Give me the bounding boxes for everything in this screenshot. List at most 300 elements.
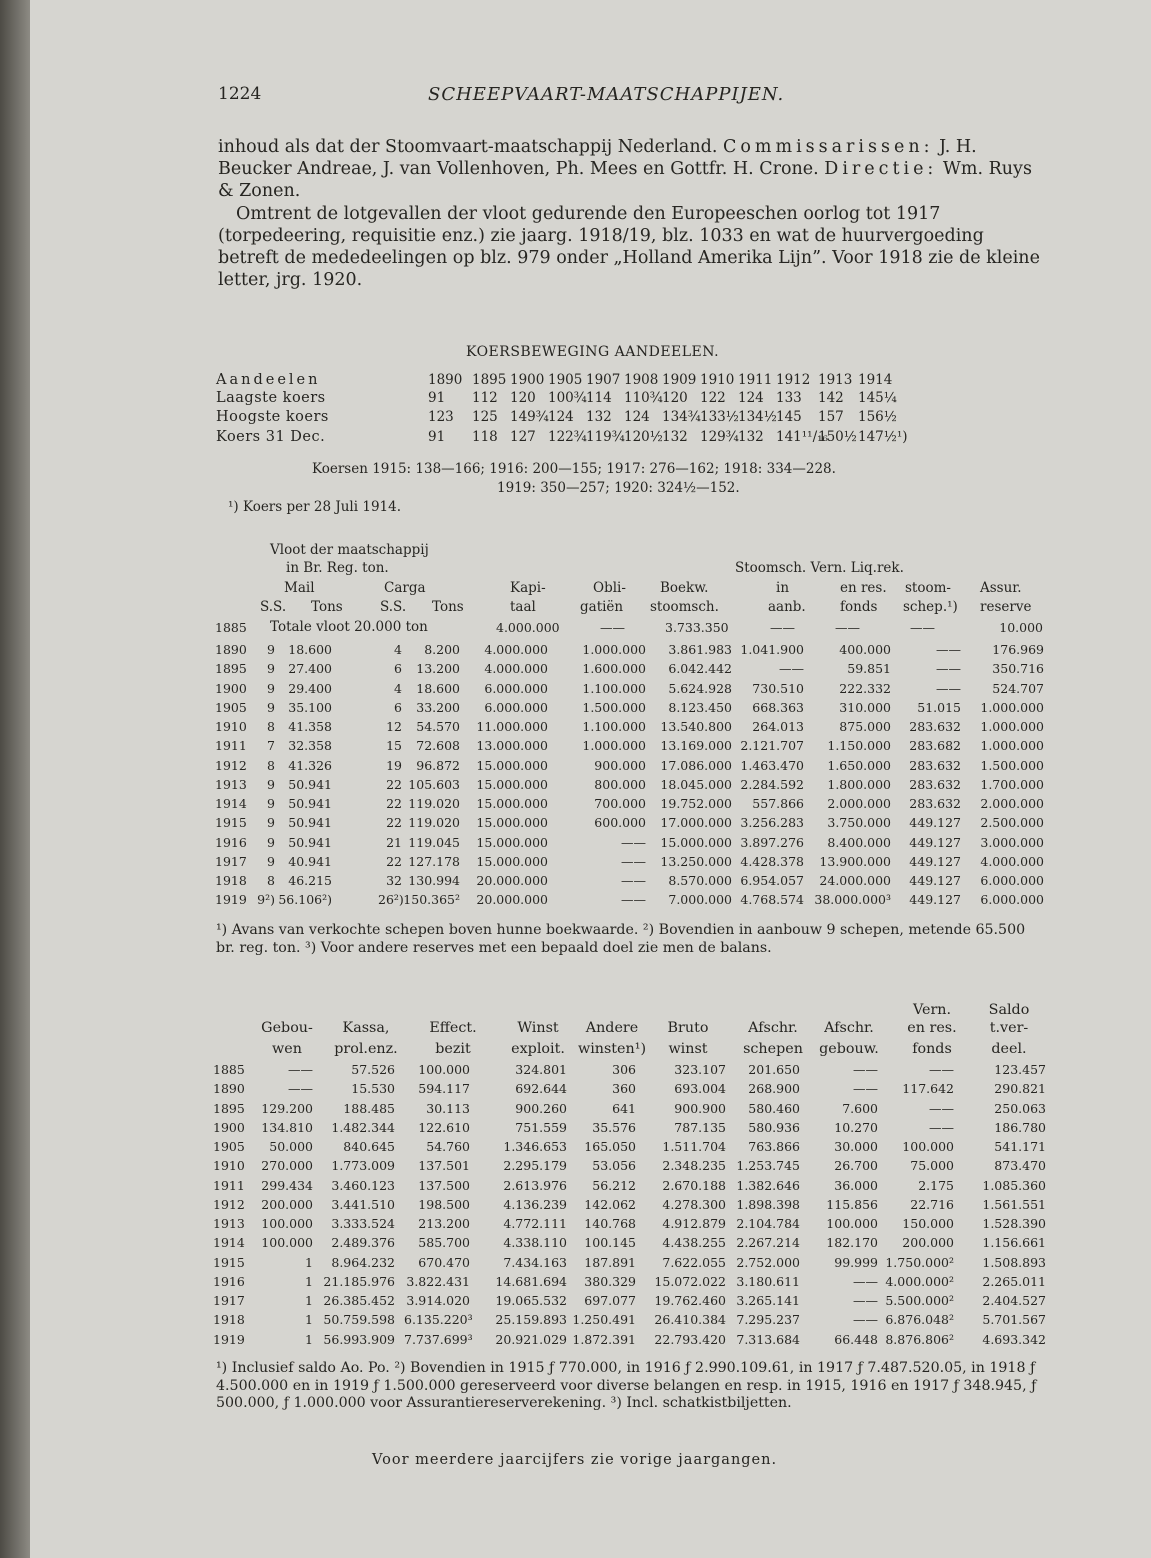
vloot-cell-liq-rek: 449.127: [909, 892, 961, 908]
vloot-cell-obligatien: ——: [621, 834, 646, 850]
balans-cell-kassa: 26.385.452: [323, 1293, 395, 1308]
balans-cell-afschr-schepen: 1.382.646: [736, 1177, 800, 1193]
vloot-cell-tons-carga: 130.994: [408, 873, 460, 888]
balans-cell-afschr-gebouw: 66.448: [834, 1331, 878, 1347]
balans-cell-afschr-gebouw: 100.000: [826, 1216, 878, 1231]
balans-cell-andere-winsten: 187.891: [584, 1254, 636, 1270]
koers-cell: 91: [428, 390, 446, 406]
vloot-cell-year: 1915: [215, 815, 247, 831]
vloot-cell-ss-carga: 4: [394, 642, 402, 657]
vloot-cell-kapitaal: 4.000.000: [484, 661, 548, 677]
vloot-cell-tons-mail: 18.600: [288, 642, 332, 657]
vloot-cell-assur-reserve: 2.500.000: [980, 815, 1044, 831]
vloot-cell-tons-carga: 8.200: [424, 642, 460, 657]
vloot-cell-tons-carga: 54.570: [416, 719, 460, 734]
balans-cell-winst-exploit: 20.921.029: [495, 1331, 567, 1347]
vloot-cell-vern-fonds: 310.000: [839, 699, 891, 715]
balans-cell-bruto-winst: 22.793.420: [654, 1331, 726, 1347]
intro-p1-b: J. H. Beucker Andreae, J. van Vollenhoven, Ph. Mees en Gottfr. H. Crone.: [218, 137, 977, 180]
balans-cell-effecten: 122.610: [418, 1119, 470, 1135]
balans-cell-winst-exploit: 19.065.532: [495, 1293, 567, 1308]
balans-header-text: fonds: [912, 1041, 952, 1057]
balans-cell-kassa: 56.993.909: [323, 1331, 395, 1347]
balans-cell-winst-exploit: 4.136.239: [503, 1196, 567, 1212]
balans-cell-afschr-schepen: 7.313.684: [736, 1331, 800, 1347]
vloot-cell-assur-reserve: 1.500.000: [980, 757, 1044, 773]
vloot-cell-assur-reserve: 6.000.000: [980, 873, 1044, 888]
vloot-cell-ss-mail: 8: [267, 757, 275, 773]
balans-header-text: winsten¹): [577, 1041, 647, 1057]
koers-row-label: Koers 31 Dec.: [216, 429, 326, 445]
vloot-cell-tons-carga: 96.872: [416, 757, 460, 773]
vloot-cell-year: 1914: [215, 796, 247, 811]
vloot-cell-obligatien: 1.100.000: [582, 719, 646, 734]
balans-cell-effecten: 585.700: [418, 1235, 470, 1251]
vloot-cell-year: 1916: [215, 834, 247, 850]
vloot-cell-boekwaarde: 8.570.000: [668, 873, 732, 888]
vloot-cell-obligatien: ——: [621, 892, 646, 908]
vloot-cell-year: 1905: [215, 699, 247, 715]
vloot-cell-obligatien: ——: [621, 873, 646, 888]
vloot-cell-boekwaarde: 3.861.983: [668, 642, 732, 657]
balans-cell-year: 1910: [213, 1158, 245, 1174]
koers-cell: 1913: [818, 372, 853, 388]
vloot-cell-boekwaarde: 17.000.000: [660, 815, 732, 831]
vloot-cell-year: 1913: [215, 776, 247, 792]
vloot-cell-ss-mail: 9: [267, 642, 275, 657]
vloot-cell-obligatien: 600.000: [594, 815, 646, 831]
balans-cell-kassa: 1.482.344: [331, 1119, 395, 1135]
balans-cell-afschr-schepen: 7.295.237: [736, 1312, 800, 1328]
koers-cell: 100¾: [548, 390, 587, 406]
balans-cell-winst-exploit: 4.772.111: [503, 1216, 567, 1231]
koers-cell: 145¼: [858, 390, 897, 406]
vloot-1885-text: Totale vloot 20.000 ton: [270, 619, 428, 635]
vloot-cell-vern-fonds: 1.800.000: [827, 776, 891, 792]
vloot-cell-liq-rek: 51.015: [917, 699, 961, 715]
vloot-cell-ss-mail: 9²): [257, 892, 275, 908]
vloot-cell-in-aanbouw: 557.866: [752, 796, 804, 811]
balans-cell-winst-exploit: 25.159.893: [495, 1312, 567, 1328]
vloot-1885-fonds-dash: ——: [835, 620, 860, 635]
vloot-cell-liq-rek: 449.127: [909, 853, 961, 869]
balans-cell-saldo: 250.063: [994, 1100, 1046, 1116]
balans-cell-vern-fonds: ——: [929, 1100, 954, 1116]
koers-cell: 127: [510, 429, 536, 445]
balans-cell-kassa: 188.485: [343, 1100, 395, 1116]
vloot-cell-tons-mail: 40.941: [288, 853, 332, 869]
balans-header-text: schepen: [743, 1041, 803, 1057]
vloot-cell-in-aanbouw: 264.013: [752, 719, 804, 734]
balans-cell-gebouwen: 200.000: [261, 1196, 313, 1212]
vloot-1885-kapitaal: 4.000.000: [496, 620, 560, 635]
balans-cell-gebouwen: 1: [305, 1254, 313, 1270]
vloot-cell-vern-fonds: 3.750.000: [827, 815, 891, 831]
balans-header-text: deel.: [991, 1041, 1027, 1057]
balans-header-text: t.ver-: [989, 1020, 1029, 1036]
vloot-cell-assur-reserve: 4.000.000: [980, 853, 1044, 869]
koers-cell: 1914: [858, 372, 893, 388]
vloot-cell-tons-mail: 50.941: [288, 815, 332, 831]
vloot-header-boekw: Boekw.: [660, 580, 709, 596]
koers-cell: 150½: [818, 429, 857, 445]
koers-row-label: Laagste koers: [216, 390, 326, 406]
balans-footnote: ¹) Inclusief saldo Ao. Po. ²) Bovendien in 1915 ƒ 770.000, in 1916 ƒ 2.990.109.61, in 1917 ƒ 7.487.520.05, in 1918 ƒ 4.500.000 en in 1919 ƒ 1.500.000 gereserveerd voor diverse belangen en resp. in 1915, 1916 en 1917 ƒ 348.945, ƒ 500.000, ƒ 1.000.000 voor Assurantiereserverekening. ³) Incl. schatkistbiljetten.: [216, 1360, 1037, 1411]
vloot-cell-liq-rek: 283.682: [909, 738, 961, 754]
vloot-cell-kapitaal: 15.000.000: [476, 776, 548, 792]
intro-text: [218, 136, 1046, 291]
vloot-cell-boekwaarde: 6.042.442: [668, 661, 732, 677]
balans-cell-winst-exploit: 1.346.653: [503, 1139, 567, 1154]
balans-cell-afschr-gebouw: ——: [853, 1273, 878, 1289]
balans-cell-vern-fonds: ——: [929, 1119, 954, 1135]
balans-cell-gebouwen: 134.810: [261, 1119, 313, 1135]
vloot-cell-ss-carga: 19: [386, 757, 402, 773]
vloot-cell-assur-reserve: 176.969: [992, 642, 1044, 657]
vloot-header-assur: Assur.: [980, 580, 1022, 596]
vloot-cell-liq-rek: 283.632: [909, 776, 961, 792]
vloot-cell-obligatien: 900.000: [594, 757, 646, 773]
balans-cell-bruto-winst: 19.762.460: [654, 1293, 726, 1308]
vloot-cell-year: 1918: [215, 873, 247, 888]
vloot-header-b1: Stoomsch. Vern. Liq.rek.: [735, 560, 904, 576]
vloot-cell-tons-mail: 41.326: [288, 757, 332, 773]
vloot-cell-assur-reserve: 1.700.000: [980, 776, 1044, 792]
vloot-cell-vern-fonds: 8.400.000: [827, 834, 891, 850]
balans-cell-afschr-schepen: 763.866: [748, 1139, 800, 1154]
balans-cell-afschr-schepen: 3.265.141: [736, 1293, 800, 1308]
balans-cell-effecten: 6.135.220³: [404, 1312, 473, 1328]
vloot-cell-in-aanbouw: 4.428.378: [740, 853, 804, 869]
vloot-cell-obligatien: 800.000: [594, 776, 646, 792]
vloot-cell-assur-reserve: 3.000.000: [980, 834, 1044, 850]
balans-cell-winst-exploit: 14.681.694: [495, 1273, 567, 1289]
vloot-1885-assur: 10.000: [999, 620, 1043, 635]
vloot-cell-obligatien: ——: [621, 853, 646, 869]
vloot-cell-liq-rek: ——: [936, 661, 961, 677]
balans-header-text: gebouw.: [819, 1041, 879, 1057]
balans-header-text: Kassa,: [342, 1020, 390, 1036]
koers-cell: 157: [818, 409, 844, 425]
vloot-cell-kapitaal: 15.000.000: [476, 815, 548, 831]
balans-cell-andere-winsten: 100.145: [584, 1235, 636, 1251]
vloot-cell-tons-carga: 119.020: [408, 796, 460, 811]
vloot-cell-year: 1919: [215, 892, 247, 908]
vloot-cell-liq-rek: 283.632: [909, 796, 961, 811]
koers-cell: 91: [428, 429, 446, 445]
koers-cell: 1911: [738, 372, 773, 388]
balans-cell-winst-exploit: 7.434.163: [503, 1254, 567, 1270]
vloot-cell-vern-fonds: 24.000.000: [819, 873, 891, 888]
balans-cell-afschr-schepen: 580.936: [748, 1119, 800, 1135]
vloot-cell-year: 1910: [215, 719, 247, 734]
balans-cell-effecten: 137.501: [418, 1158, 470, 1174]
balans-cell-winst-exploit: 2.295.179: [503, 1158, 567, 1174]
vloot-cell-year: 1895: [215, 661, 247, 677]
vloot-cell-tons-carga: 33.200: [416, 699, 460, 715]
vloot-cell-kapitaal: 13.000.000: [476, 738, 548, 754]
vloot-cell-ss-mail: 8: [267, 719, 275, 734]
balans-cell-effecten: 54.760: [426, 1139, 470, 1154]
vloot-header-stoom: stoom-: [905, 580, 951, 596]
koers-cell: 112: [472, 390, 498, 406]
balans-cell-andere-winsten: 697.077: [584, 1293, 636, 1308]
balans-cell-saldo: 541.171: [994, 1139, 1046, 1154]
balans-cell-andere-winsten: 380.329: [584, 1273, 636, 1289]
koers-row: [216, 409, 1046, 427]
balans-header-text: Bruto: [667, 1020, 709, 1036]
balans-cell-afschr-gebouw: ——: [853, 1312, 878, 1328]
vloot-cell-tons-mail: 35.100: [288, 699, 332, 715]
vloot-cell-tons-carga: 72.608: [416, 738, 460, 754]
vloot-cell-kapitaal: 6.000.000: [484, 699, 548, 715]
balans-cell-vern-fonds: 75.000: [910, 1158, 954, 1174]
vloot-cell-kapitaal: 15.000.000: [476, 796, 548, 811]
koers-cell: 1909: [662, 372, 697, 388]
vloot-cell-in-aanbouw: 2.121.707: [740, 738, 804, 754]
balans-cell-afschr-schepen: 2.752.000: [736, 1254, 800, 1270]
balans-cell-afschr-gebouw: 7.600: [842, 1100, 878, 1116]
vloot-cell-tons-carga: 13.200: [416, 661, 460, 677]
balans-header-text: Afschr.: [824, 1020, 874, 1036]
balans-cell-effecten: 137.500: [418, 1177, 470, 1193]
balans-header-text: Vern.: [912, 1002, 952, 1018]
balans-cell-andere-winsten: 35.576: [592, 1119, 636, 1135]
balans-cell-year: 1911: [213, 1177, 245, 1193]
balans-cell-vern-fonds: 200.000: [902, 1235, 954, 1251]
vloot-cell-liq-rek: 283.632: [909, 719, 961, 734]
koersbeweging-title: KOERSBEWEGING AANDEELEN.: [466, 344, 720, 360]
vloot-cell-vern-fonds: 1.650.000: [827, 757, 891, 773]
vloot-cell-boekwaarde: 8.123.450: [668, 699, 732, 715]
balans-cell-kassa: 50.759.598: [323, 1312, 395, 1328]
koersen-line-2: 1919: 350—257; 1920: 324½—152.: [497, 480, 740, 496]
balans-cell-vern-fonds: 150.000: [902, 1216, 954, 1231]
koers-cell: 133: [776, 390, 802, 406]
vloot-cell-vern-fonds: 875.000: [839, 719, 891, 734]
vloot-cell-ss-mail: 9: [267, 815, 275, 831]
balans-cell-vern-fonds: 100.000: [902, 1139, 954, 1154]
balans-cell-effecten: 213.200: [418, 1216, 470, 1231]
vloot-cell-ss-carga: 6: [394, 661, 402, 677]
balans-cell-afschr-schepen: 580.460: [748, 1100, 800, 1116]
balans-cell-afschr-gebouw: 182.170: [826, 1235, 878, 1251]
vloot-cell-boekwaarde: 5.624.928: [668, 680, 732, 696]
vloot-cell-liq-rek: 283.632: [909, 757, 961, 773]
vloot-cell-tons-mail: 50.941: [288, 834, 332, 850]
koers-cell: 120: [510, 390, 536, 406]
vloot-cell-assur-reserve: 524.707: [992, 680, 1044, 696]
vloot-cell-vern-fonds: 59.851: [847, 661, 891, 677]
balans-cell-gebouwen: 129.200: [261, 1100, 313, 1116]
balans-cell-bruto-winst: 900.900: [674, 1100, 726, 1116]
vloot-header-stoomsch: stoomsch.: [650, 599, 719, 615]
balans-cell-andere-winsten: 306: [612, 1062, 636, 1077]
balans-cell-andere-winsten: 140.768: [584, 1216, 636, 1231]
balans-cell-bruto-winst: 693.004: [674, 1081, 726, 1097]
vloot-cell-obligatien: 1.000.000: [582, 642, 646, 657]
koers-cell: 118: [472, 429, 498, 445]
balans-cell-gebouwen: ——: [288, 1062, 313, 1077]
vloot-cell-tons-carga: 105.603: [408, 776, 460, 792]
vloot-cell-liq-rek: 449.127: [909, 873, 961, 888]
koers-cell: 122¾: [548, 429, 587, 445]
balans-cell-bruto-winst: 4.438.255: [662, 1235, 726, 1251]
balans-cell-year: 1885: [213, 1062, 245, 1077]
koers-cell: 132: [586, 409, 612, 425]
balans-cell-winst-exploit: 324.801: [515, 1062, 567, 1077]
vloot-cell-year: 1912: [215, 757, 247, 773]
balans-cell-andere-winsten: 56.212: [592, 1177, 636, 1193]
balans-cell-kassa: 3.460.123: [331, 1177, 395, 1193]
vloot-cell-assur-reserve: 2.000.000: [980, 796, 1044, 811]
vloot-cell-year: 1890: [215, 642, 247, 657]
balans-header-text: Afschr.: [748, 1020, 798, 1036]
balans-header-text: prol.enz.: [334, 1041, 398, 1057]
vloot-cell-assur-reserve: 1.000.000: [980, 738, 1044, 754]
vloot-cell-ss-mail: 8: [267, 873, 275, 888]
balans-cell-andere-winsten: 360: [612, 1081, 636, 1097]
balans-header-text: Effect.: [429, 1020, 477, 1036]
vloot-cell-assur-reserve: 1.000.000: [980, 699, 1044, 715]
vloot-cell-in-aanbouw: 2.284.592: [740, 776, 804, 792]
koers-cell: 1907: [586, 372, 621, 388]
koers-row-label: Hoogste koers: [216, 409, 329, 425]
koers-cell: 132: [662, 429, 688, 445]
vloot-cell-ss-carga: 4: [394, 680, 402, 696]
balans-cell-bruto-winst: 2.348.235: [662, 1158, 726, 1174]
balans-cell-vern-fonds: 1.750.000²: [885, 1254, 954, 1270]
balans-cell-year: 1915: [213, 1254, 245, 1270]
balans-cell-kassa: 3.441.510: [331, 1196, 395, 1212]
vloot-cell-kapitaal: 20.000.000: [476, 873, 548, 888]
balans-cell-afschr-schepen: 2.104.784: [736, 1216, 800, 1231]
balans-cell-effecten: 7.737.699³: [404, 1331, 473, 1347]
vloot-cell-liq-rek: ——: [936, 680, 961, 696]
vloot-cell-ss-mail: 7: [267, 738, 275, 754]
balans-cell-bruto-winst: 1.511.704: [662, 1139, 726, 1154]
balans-header-text: en res.: [907, 1020, 957, 1036]
balans-cell-andere-winsten: 641: [612, 1100, 636, 1116]
balans-cell-afschr-gebouw: ——: [853, 1081, 878, 1097]
balans-cell-year: 1895: [213, 1100, 245, 1116]
balans-cell-andere-winsten: 53.056: [592, 1158, 636, 1174]
balans-cell-bruto-winst: 787.135: [674, 1119, 726, 1135]
balans-cell-bruto-winst: 4.278.300: [662, 1196, 726, 1212]
balans-cell-afschr-gebouw: 36.000: [834, 1177, 878, 1193]
vloot-1885-boekw: 3.733.350: [665, 620, 729, 635]
balans-cell-vern-fonds: 117.642: [902, 1081, 954, 1097]
vloot-header-fonds: fonds: [840, 599, 878, 615]
balans-cell-gebouwen: 270.000: [261, 1158, 313, 1174]
balans-cell-kassa: 57.526: [351, 1062, 395, 1077]
vloot-cell-ss-carga: 12: [386, 719, 402, 734]
vloot-cell-ss-mail: 9: [267, 680, 275, 696]
vloot-cell-boekwaarde: 19.752.000: [660, 796, 732, 811]
vloot-cell-ss-carga: 22: [386, 815, 402, 831]
balans-cell-effecten: 3.914.020: [406, 1293, 470, 1308]
balans-cell-bruto-winst: 323.107: [674, 1062, 726, 1077]
vloot-cell-kapitaal: 11.000.000: [476, 719, 548, 734]
koers-cell: 1900: [510, 372, 545, 388]
balans-cell-effecten: 100.000: [418, 1062, 470, 1077]
vloot-cell-in-aanbouw: 668.363: [752, 699, 804, 715]
koers-cell: 1910: [700, 372, 735, 388]
vloot-cell-tons-mail: 50.941: [288, 796, 332, 811]
balans-cell-gebouwen: 1: [305, 1273, 313, 1289]
balans-cell-saldo: 186.780: [994, 1119, 1046, 1135]
vloot-cell-vern-fonds: 13.900.000: [819, 853, 891, 869]
balans-cell-andere-winsten: 165.050: [584, 1139, 636, 1154]
vloot-header-a1: Vloot der maatschappij: [270, 542, 429, 558]
vloot-cell-kapitaal: 15.000.000: [476, 853, 548, 869]
vloot-cell-ss-mail: 9: [267, 699, 275, 715]
balans-cell-saldo: 123.457: [994, 1062, 1046, 1077]
koers-cell: 120½: [624, 429, 663, 445]
balans-cell-gebouwen: 100.000: [261, 1235, 313, 1251]
vloot-cell-liq-rek: ——: [936, 642, 961, 657]
page-title: SCHEEPVAART-MAATSCHAPPIJEN.: [428, 84, 785, 105]
closing-note: Voor meerdere jaarcijfers zie vorige jaargangen.: [372, 1452, 778, 1468]
vloot-cell-tons-carga: 150.365²: [403, 892, 460, 908]
balans-cell-winst-exploit: 4.338.110: [503, 1235, 567, 1251]
balans-cell-afschr-schepen: 3.180.611: [736, 1273, 800, 1289]
vloot-cell-obligatien: 1.600.000: [582, 661, 646, 677]
vloot-cell-in-aanbouw: ——: [779, 661, 804, 677]
balans-cell-saldo: 5.701.567: [982, 1312, 1046, 1328]
vloot-header-ss1: S.S.: [260, 599, 287, 615]
vloot-header-reserve: reserve: [980, 599, 1032, 615]
vloot-cell-assur-reserve: 350.716: [992, 661, 1044, 677]
balans-cell-vern-fonds: 2.175: [918, 1177, 954, 1193]
balans-cell-year: 1916: [213, 1273, 245, 1289]
balans-header-text: Saldo: [988, 1002, 1030, 1018]
balans-cell-bruto-winst: 15.072.022: [654, 1273, 726, 1289]
balans-cell-afschr-schepen: 2.267.214: [736, 1235, 800, 1251]
vloot-cell-ss-carga: 21: [386, 834, 402, 850]
directie-label: Directie:: [824, 159, 938, 180]
vloot-cell-ss-carga: 22: [386, 776, 402, 792]
koers-cell: 134½: [738, 409, 777, 425]
balans-header-text: bezit: [435, 1041, 471, 1057]
balans-cell-afschr-gebouw: 30.000: [834, 1139, 878, 1154]
vloot-cell-boekwaarde: 17.086.000: [660, 757, 732, 773]
koers-row-label: Aandeelen: [216, 372, 321, 388]
vloot-header-in: in: [776, 580, 790, 596]
balans-cell-year: 1919: [213, 1331, 245, 1347]
vloot-header-aanb: aanb.: [768, 599, 806, 615]
vloot-cell-in-aanbouw: 1.041.900: [740, 642, 804, 657]
vloot-cell-kapitaal: 20.000.000: [476, 892, 548, 908]
koers-cell: 1912: [776, 372, 811, 388]
balans-header-text: Gebou-: [261, 1020, 313, 1036]
vloot-cell-kapitaal: 15.000.000: [476, 757, 548, 773]
vloot-cell-kapitaal: 4.000.000: [484, 642, 548, 657]
balans-cell-andere-winsten: 1.250.491: [572, 1312, 636, 1328]
vloot-cell-ss-mail: 9: [267, 834, 275, 850]
vloot-cell-boekwaarde: 15.000.000: [660, 834, 732, 850]
koers-cell: 114: [586, 390, 612, 406]
vloot-cell-boekwaarde: 13.540.800: [660, 719, 732, 734]
vloot-cell-year: 1900: [215, 680, 247, 696]
vloot-cell-tons-carga: 119.045: [408, 834, 460, 850]
koers-cell: 133½: [700, 409, 739, 425]
vloot-header-kapi: Kapi-: [510, 580, 546, 596]
vloot-1885-year: 1885: [215, 620, 247, 635]
vloot-header-schep: schep.¹): [903, 599, 958, 615]
vloot-cell-in-aanbouw: 1.463.470: [740, 757, 804, 773]
balans-cell-afschr-gebouw: 115.856: [826, 1196, 878, 1212]
